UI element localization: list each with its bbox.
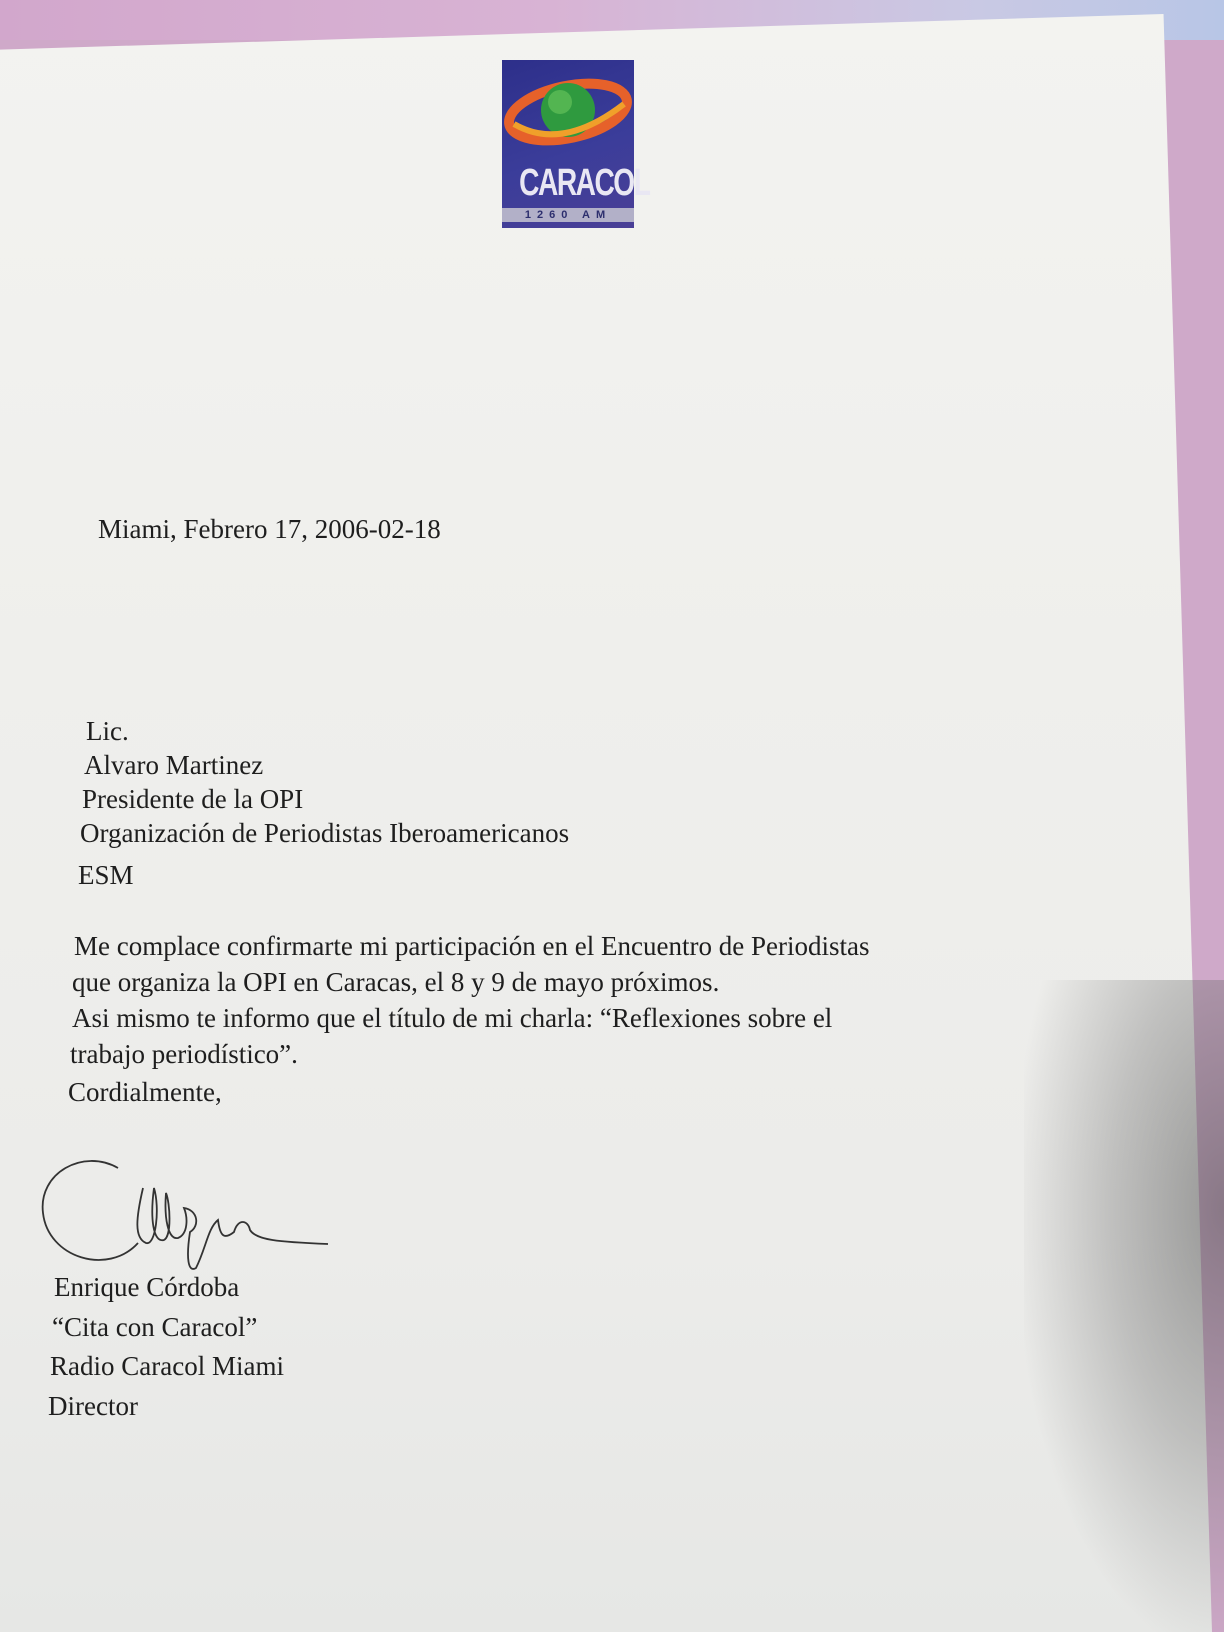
body-line: que organiza la OPI en Caracas, el 8 y 9 de mayo próximos. [72, 967, 720, 997]
caracol-logo [502, 60, 650, 228]
sender-station: Radio Caracol Miami [50, 1351, 284, 1381]
logo-brand-text: CARACOL [519, 162, 650, 204]
globe-ring-icon [502, 60, 634, 164]
recipient-position: Presidente de la OPI [82, 784, 304, 814]
body-line: Asi mismo te informo que el título de mi charla: “Reflexiones sobre el [72, 1003, 833, 1033]
place-date: Miami, Febrero 17, 2006-02-18 [98, 514, 441, 544]
sender-role: Director [48, 1391, 138, 1421]
recipient-title: Lic. [86, 716, 129, 746]
sender-program: “Cita con Caracol” [52, 1312, 258, 1342]
body-line: trabajo periodístico”. [70, 1039, 298, 1069]
recipient-organization: Organización de Periodistas Iberoamericanos [80, 818, 570, 848]
closing: Cordialmente, [68, 1077, 222, 1107]
sender-name: Enrique Córdoba [54, 1272, 240, 1302]
recipient-name: Alvaro Martinez [84, 750, 264, 780]
body-line: Me complace confirmarte mi participación en el Encuentro de Periodistas [74, 931, 870, 961]
handwritten-signature [38, 1148, 348, 1283]
logo-frequency-text: 1260 AM [524, 209, 612, 221]
recipient-location: ESM [78, 860, 134, 890]
